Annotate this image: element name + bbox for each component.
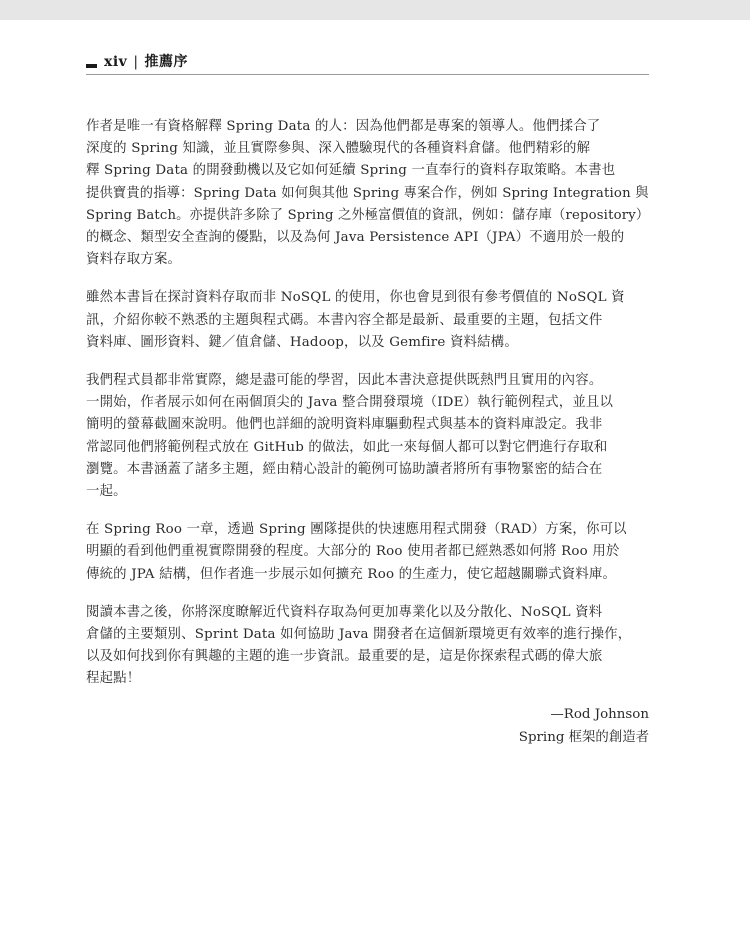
text-line: Spring Batch。亦提供許多除了 Spring 之外極富價值的資訊，例如：儲存庫（repository） <box>86 207 650 223</box>
signature-name: —Rod Johnson <box>550 707 649 722</box>
page-number: xiv <box>104 54 128 70</box>
text-line: 訊，介紹你較不熟悉的主題與程式碼。本書內容全都是最新、最重要的主題，包括文件 <box>86 312 603 328</box>
paragraph <box>86 602 649 691</box>
text-line: 程起點！ <box>86 671 141 687</box>
text-line: 雖然本書旨在探討資料存取而非 NoSQL 的使用，你也會見到很有參考價值的 NoSQL 資 <box>86 290 625 306</box>
text-line: 的概念、類型安全查詢的優點，以及為何 Java Persistence API（JPA）不適用於一般的 <box>86 230 625 246</box>
text-line: 以及如何找到你有興趣的主題的進一步資訊。最重要的是，這是你探索程式碼的偉大旅 <box>86 649 603 665</box>
running-header <box>86 50 649 75</box>
signature-title: Spring 框架的創造者 <box>518 729 649 745</box>
signature-block <box>519 704 649 749</box>
section-title: 推薦序 <box>144 54 189 70</box>
text-line: 資料存取方案。 <box>86 252 182 268</box>
text-line: 倉儲的主要類別、Sprint Data 如何協助 Java 開發者在這個新環境更有效率的進行操作， <box>86 627 632 643</box>
text-line: 閱讀本書之後，你將深度瞭解近代資料存取為何更加專業化以及分散化、NoSQL 資料 <box>86 604 603 620</box>
paragraph <box>86 287 649 354</box>
text-line: 釋 Spring Data 的開發動機以及它如何延續 Spring 一直奉行的資料存取策略。本書也 <box>86 163 616 179</box>
paragraph <box>86 370 649 503</box>
text-line: 提供寶貴的指導：Spring Data 如何與其他 Spring 專案合作，例如 Spring Integration 與 <box>86 185 649 201</box>
text-line: 資料庫、圖形資料、鍵／值倉儲、Hadoop，以及 Gemfire 資料結構。 <box>86 334 518 350</box>
header-text <box>104 51 188 71</box>
text-line: 一起。 <box>86 484 127 500</box>
text-line: 瀏覽。本書涵蓋了諸多主題，經由精心設計的範例可協助讀者將所有事物緊密的結合在 <box>86 461 603 477</box>
text-line: 明顯的看到他們重視實際開發的程度。大部分的 Roo 使用者都已經熟悉如何將 Roo 用於 <box>86 544 620 560</box>
text-line: 常認同他們將範例程式放在 GitHub 的做法，如此一來每個人都可以對它們進行存取和 <box>86 439 608 455</box>
text-line: 在 Spring Roo 一章，透過 Spring 團隊提供的快速應用程式開發（RAD）方案，你可以 <box>86 522 627 538</box>
text-line: 一開始，作者展示如何在兩個頂尖的 Java 整合開發環境（IDE）執行範例程式，並且以 <box>86 395 614 411</box>
text-line: 我們程式員都非常實際，總是盡可能的學習，因此本書決意提供既熱門且實用的內容。 <box>86 373 603 389</box>
top-band <box>0 0 750 20</box>
paragraph <box>86 519 649 586</box>
foreword-body <box>86 116 649 707</box>
text-line: 作者是唯一有資格解釋 Spring Data 的人：因為他們都是專案的領導人。他們揉合了 <box>86 119 601 134</box>
text-line: 深度的 Spring 知識，並且實際參與、深入體驗現代的各種資料倉儲。他們精彩的解 <box>86 141 591 157</box>
header-separator: | <box>133 54 139 70</box>
paragraph <box>86 116 649 271</box>
header-marker <box>86 64 97 68</box>
text-line: 簡明的螢幕截圖來說明。他們也詳細的說明資料庫驅動程式與基本的資料庫設定。我非 <box>86 417 603 433</box>
text-line: 傳統的 JPA 結構，但作者進一步展示如何擴充 Roo 的生產力，使它超越關聯式資料庫。 <box>86 566 617 582</box>
